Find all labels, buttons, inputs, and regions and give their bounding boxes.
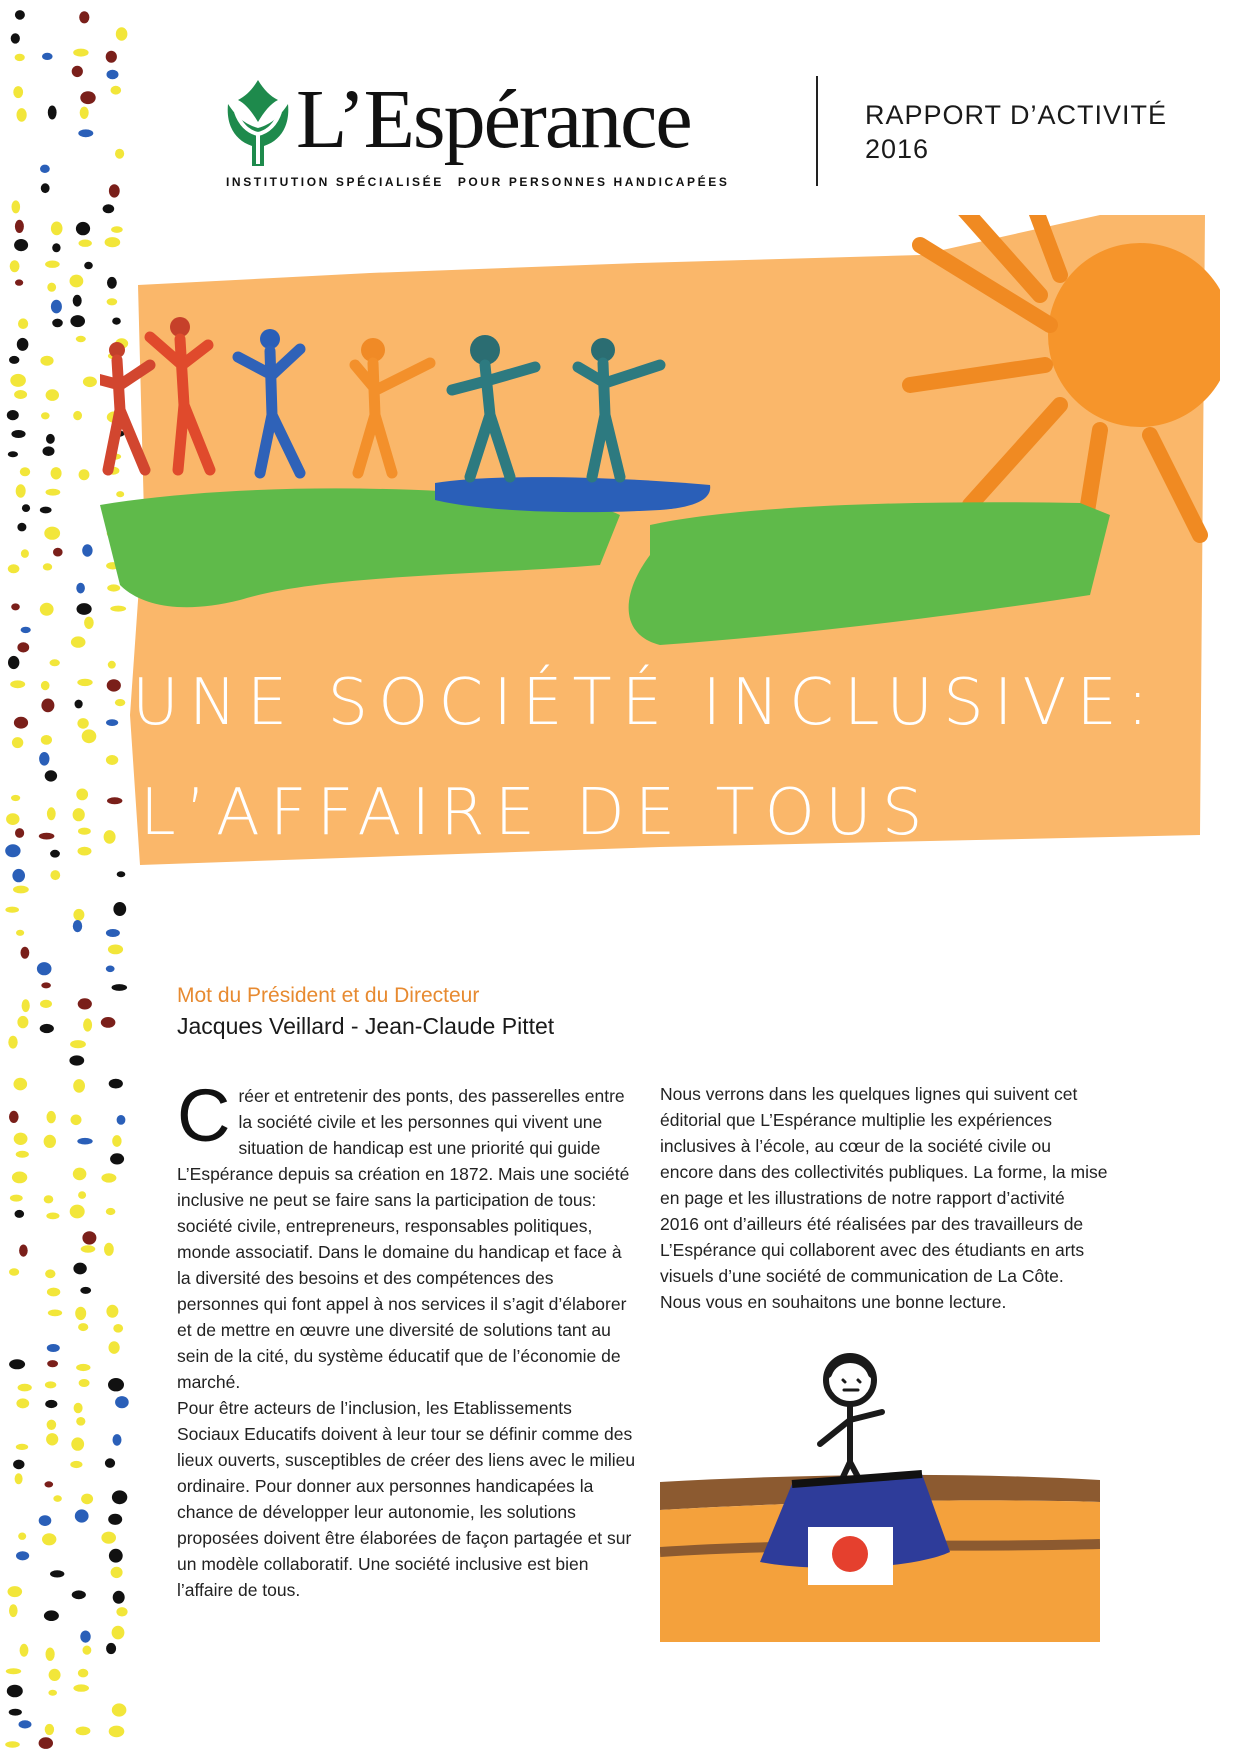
confetti-dot (39, 752, 49, 766)
confetti-dot (76, 222, 90, 235)
confetti-dot (76, 1727, 91, 1736)
confetti-dot (70, 275, 84, 288)
confetti-dot (5, 907, 19, 913)
confetti-dot (15, 220, 24, 233)
confetti-dot (78, 1323, 88, 1331)
confetti-dot (9, 356, 19, 364)
confetti-dot (39, 1737, 53, 1749)
confetti-dot (8, 1586, 23, 1597)
confetti-dot (81, 1245, 96, 1252)
confetti-dot (46, 389, 59, 401)
confetti-dot (52, 243, 60, 252)
confetti-dot (8, 1036, 17, 1049)
confetti-dot (43, 446, 55, 456)
confetti-dot (46, 434, 55, 444)
confetti-dot (72, 1590, 86, 1599)
confetti-dot (18, 318, 28, 329)
confetti-dot (101, 1173, 116, 1182)
confetti-dot (45, 1400, 57, 1408)
hero-title-line2: L’AFFAIRE DE TOUS (140, 776, 933, 850)
confetti-dot (79, 240, 92, 247)
confetti-dot (110, 1153, 124, 1164)
confetti-dot (12, 200, 21, 213)
confetti-dot (109, 1726, 125, 1738)
confetti-dot (76, 583, 85, 594)
confetti-dot (81, 1494, 93, 1505)
confetti-dot (78, 847, 92, 856)
confetti-dot (47, 1420, 57, 1430)
confetti-dot (109, 184, 120, 197)
confetti-dot (13, 886, 29, 894)
confetti-dot (82, 1231, 96, 1244)
confetti-dot (73, 1079, 85, 1093)
confetti-dot (105, 1458, 115, 1468)
confetti-dot (70, 1205, 85, 1219)
confetti-dot (48, 1690, 57, 1696)
confetti-dot (11, 430, 25, 438)
confetti-dot (115, 1396, 129, 1408)
confetti-dot (11, 603, 20, 610)
confetti-dot (78, 1669, 88, 1678)
confetti-dot (109, 1079, 123, 1089)
confetti-dot (76, 1364, 90, 1371)
confetti-dot (78, 998, 92, 1009)
confetti-dot (53, 548, 63, 557)
confetti-dot (51, 467, 62, 479)
confetti-dot (21, 947, 30, 959)
paragraph (177, 1074, 639, 1395)
confetti-dot (10, 260, 20, 272)
confetti-dot (106, 1305, 118, 1318)
confetti-dot (46, 1648, 55, 1661)
confetti-dot (53, 1495, 61, 1502)
confetti-dot (73, 411, 82, 420)
confetti-dot (47, 807, 56, 820)
confetti-dot (49, 1669, 61, 1681)
confetti-dot (14, 1133, 28, 1145)
confetti-dot (10, 1195, 23, 1202)
confetti-dot (11, 795, 20, 801)
header-divider (816, 76, 818, 186)
confetti-dot (43, 563, 52, 570)
confetti-dot (45, 770, 57, 781)
confetti-dot (109, 1341, 120, 1354)
confetti-dot (104, 1243, 114, 1256)
editorial-kicker: Mot du Président et du Directeur (177, 984, 480, 1007)
confetti-dot (78, 828, 91, 835)
confetti-dot (22, 999, 30, 1012)
confetti-dot (51, 300, 62, 314)
confetti-dot (47, 1111, 56, 1123)
confetti-dot (48, 1310, 62, 1317)
confetti-dot (20, 467, 30, 476)
confetti-dot (21, 627, 31, 633)
confetti-dot (44, 527, 60, 540)
confetti-dot (46, 1213, 59, 1220)
confetti-dot (13, 1460, 24, 1470)
confetti-dot (13, 86, 23, 98)
confetti-dot (41, 699, 54, 713)
report-title (865, 98, 1167, 166)
confetti-dot (18, 1384, 32, 1392)
confetti-dot (83, 1646, 92, 1655)
confetti-dot (14, 239, 28, 251)
confetti-dot (80, 1631, 90, 1643)
confetti-dot (16, 1398, 29, 1408)
confetti-dot (101, 1017, 116, 1028)
confetti-dot (70, 1461, 82, 1468)
confetti-dot (72, 66, 83, 77)
editorial-authors: Jacques Veillard - Jean-Claude Pittet (177, 1013, 555, 1039)
confetti-dot (15, 279, 23, 285)
confetti-dot (11, 33, 20, 43)
river-blue (435, 477, 710, 512)
confetti-dot (74, 1403, 83, 1414)
confetti-dot (19, 1720, 32, 1728)
confetti-dot (112, 1703, 127, 1716)
confetti-dot (42, 1533, 56, 1545)
confetti-dot (82, 544, 92, 556)
confetti-dot (75, 1307, 86, 1320)
confetti-dot (71, 1437, 84, 1450)
confetti-dot (10, 374, 26, 387)
confetti-dot (16, 930, 24, 936)
confetti-dot (22, 504, 30, 512)
confetti-dot (19, 1245, 28, 1257)
confetti-dot (79, 1379, 90, 1387)
confetti-dot (71, 636, 86, 647)
confetti-dot (9, 1604, 18, 1617)
confetti-dot (51, 222, 63, 236)
confetti-dot (18, 1533, 26, 1540)
confetti-dot (16, 484, 26, 498)
confetti-dot (78, 129, 93, 137)
logo-subtitle-left: INSTITUTION SPÉCIALISÉE (226, 175, 444, 189)
confetti-dot (40, 356, 53, 366)
confetti-dot (41, 412, 50, 419)
confetti-dot (16, 1551, 29, 1560)
confetti-dot (112, 1135, 121, 1147)
confetti-dot (15, 828, 24, 838)
confetti-dot (52, 319, 63, 328)
confetti-dot (76, 336, 86, 342)
confetti-dot (9, 1268, 19, 1276)
confetti-dot (21, 549, 29, 558)
confetti-dot (40, 1024, 54, 1033)
confetti-dot (47, 1288, 60, 1297)
confetti-dot (116, 27, 128, 41)
confetti-dot (14, 717, 28, 729)
confetti-dot (5, 844, 20, 857)
confetti-dot (47, 1360, 58, 1367)
confetti-dot (10, 680, 25, 688)
hero-title (132, 648, 1202, 868)
confetti-dot (14, 390, 27, 399)
confetti-dot (106, 51, 117, 63)
confetti-dot (40, 1000, 52, 1008)
confetti-dot (40, 507, 52, 514)
confetti-dot (16, 1444, 28, 1450)
confetti-dot (41, 982, 51, 988)
logo-subtitle-right: POUR PERSONNES HANDICAPÉES (457, 175, 730, 189)
confetti-dot (113, 1591, 125, 1604)
confetti-dot (50, 850, 60, 858)
hero-illustration (100, 215, 1220, 985)
confetti-dot (8, 656, 19, 669)
confetti-dot (50, 1570, 64, 1577)
confetti-dot (73, 1263, 86, 1275)
confetti-dot (80, 91, 95, 104)
confetti-dot (39, 1515, 52, 1526)
confetti-dot (117, 1115, 126, 1125)
confetti-dot (12, 1172, 27, 1184)
confetti-dot (73, 49, 88, 57)
confetti-dot (79, 11, 89, 23)
confetti-dot (112, 984, 128, 991)
confetti-dot (108, 1378, 124, 1391)
confetti-dot (84, 617, 94, 629)
confetti-dot (17, 338, 29, 351)
confetti-dot (77, 1138, 92, 1145)
confetti-dot (112, 1490, 127, 1504)
confetti-dot (39, 833, 55, 840)
confetti-dot (83, 1018, 92, 1031)
confetti-dot (69, 1055, 84, 1065)
confetti-dot (7, 1685, 23, 1698)
confetti-dot (45, 261, 60, 268)
confetti-dot (44, 1195, 54, 1203)
confetti-dot (45, 1269, 55, 1278)
confetti-dot (77, 718, 88, 729)
confetti-dot (44, 1610, 59, 1621)
confetti-dot (9, 1111, 19, 1123)
confetti-dot (40, 603, 54, 616)
confetti-dot (83, 377, 97, 388)
confetti-dot (50, 659, 60, 666)
confetti-dot (6, 813, 19, 825)
confetti-dot (17, 642, 29, 652)
confetti-dot (77, 679, 92, 686)
confetti-dot (70, 315, 85, 327)
confetti-dot (109, 1549, 123, 1563)
confetti-dot (16, 1151, 29, 1158)
drop-cap: C (177, 1074, 231, 1157)
confetti-dot (116, 1607, 127, 1616)
confetti-dot (111, 1567, 123, 1578)
confetti-dot (5, 1741, 20, 1747)
confetti-dot (73, 1684, 89, 1691)
confetti-dot (80, 107, 89, 119)
confetti-dot (48, 106, 57, 120)
confetti-dot (41, 735, 52, 745)
paragraph: Nous verrons dans les quelques lignes qui suivent cet éditorial que L’Espérance multiplie les expériences inclusives à l’école, au cœur de la société civile ou encore dans des collectivités publiques. La forme, la mise en page et les illustrations de notre rapport d’activité 2016 ont d’ailleurs été réalisées par des travailleurs de L’Espérance qui collaborent avec des étudiants en arts visuels d’une société de communication de La Côte. Nous vous en souhaitons une bonne lecture. (660, 1084, 1108, 1312)
confetti-dot (50, 870, 60, 880)
confetti-dot (77, 603, 92, 615)
confetti-dot (15, 1473, 23, 1484)
confetti-dot (113, 1434, 122, 1446)
confetti-dot (115, 149, 124, 159)
confetti-dot (70, 1040, 86, 1048)
confetti-dot (17, 523, 26, 532)
logo-wordmark: L’Espérance (296, 73, 691, 166)
confetti-dot (106, 1208, 116, 1215)
confetti-dot (108, 1514, 122, 1525)
confetti-dot (17, 108, 27, 122)
confetti-dot (111, 86, 122, 95)
confetti-dot (76, 1417, 85, 1426)
confetti-dot (41, 183, 50, 193)
confetti-dot (107, 70, 119, 80)
confetti-dot (8, 564, 20, 573)
confetti-dot (106, 1643, 116, 1654)
paragraph-text: réer et entretenir des ponts, des passerelles entre la société civile et les personnes qui vivent une situation de handicap est une priorité qui guide L’Espérance depuis sa création en 1872. Mais une société inclusive ne peut se faire sans la participation de tous: société civile, entrepreneurs, responsables politiques, monde associatif. Dans le domaine du handicap et face à la diversité des besoins et des compétences des personnes qui font appel à nos services il s’agit d’élaborer et de mettre en œuvre une diversité de solutions tant au sein de la cité, du système éducatif que de l’économie de marché. (177, 1086, 630, 1392)
confetti-dot (40, 165, 50, 173)
confetti-dot (7, 410, 19, 420)
confetti-dot (47, 283, 56, 292)
confetti-dot (73, 920, 82, 932)
confetti-dot (14, 1210, 24, 1218)
confetti-dot (75, 1509, 89, 1522)
confetti-dot (75, 700, 83, 709)
confetti-dot (45, 1381, 56, 1388)
confetti-dot (37, 962, 52, 975)
confetti-dot (15, 10, 25, 20)
confetti-dot (45, 1724, 54, 1735)
confetti-dot (20, 1644, 29, 1657)
confetti-dot (41, 681, 50, 690)
report-title-line1: RAPPORT D’ACTIVITÉ (865, 100, 1168, 130)
confetti-dot (101, 1532, 116, 1544)
confetti-dot (12, 737, 23, 748)
confetti-dot (73, 1168, 87, 1181)
editorial-column-right (660, 1081, 1108, 1315)
hero-title-line1: UNE SOCIÉTÉ INCLUSIVE: (132, 666, 1159, 740)
confetti-dot (82, 729, 97, 743)
confetti-dot (73, 909, 84, 921)
confetti-dot (42, 53, 53, 60)
confetti-dot (76, 789, 88, 801)
confetti-dot (78, 1191, 86, 1199)
confetti-dot (6, 1668, 21, 1674)
confetti-dot (45, 1481, 54, 1487)
confetti-dot (9, 1359, 25, 1369)
confetti-dot (71, 1115, 82, 1126)
paragraph: Pour être acteurs de l’inclusion, les Etablissements Sociaux Educatifs doivent à leur tour se définir comme des lieux ouverts, susceptibles de créer des liens avec le milieu ordinaire. Pour donner aux personnes handicapées la chance de développer leur autonomie, les solutions proposées doivent être élaborées de façon partagée et sur un modèle collaboratif. Une société inclusive est bien l’affaire de tous. (177, 1398, 636, 1600)
confetti-dot (47, 1344, 60, 1352)
confetti-dot (73, 808, 85, 821)
confetti-dot (13, 1078, 27, 1091)
tulip-leaf-icon (222, 74, 294, 170)
confetti-dot (9, 1709, 22, 1716)
logo-subtitle (226, 175, 778, 189)
logo (222, 72, 782, 200)
confetti-dot (46, 1433, 58, 1445)
editorial-column-left (177, 1074, 639, 1603)
confetti-dot (46, 489, 61, 496)
confetti-dot (84, 262, 93, 269)
bottom-illustration (660, 1352, 1100, 1642)
confetti-dot (12, 869, 25, 882)
report-year: 2016 (865, 134, 930, 164)
confetti-dot (15, 54, 25, 61)
confetti-dot (17, 1016, 28, 1028)
confetti-dot (112, 1626, 125, 1640)
confetti-dot (113, 1324, 123, 1333)
confetti-dot (103, 204, 115, 213)
confetti-dot (80, 1287, 91, 1294)
confetti-dot (79, 469, 90, 480)
confetti-dot (44, 1135, 56, 1148)
confetti-dot (8, 451, 18, 457)
confetti-dot (73, 295, 82, 307)
